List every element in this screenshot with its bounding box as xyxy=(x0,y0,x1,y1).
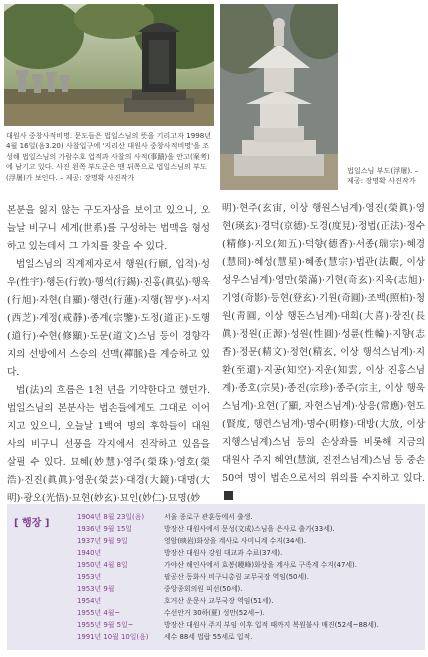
timeline-event: 중앙종회의원 피선(50세). xyxy=(164,585,243,593)
stele-photo-graphic xyxy=(4,4,214,126)
timeline-row xyxy=(0,632,428,643)
timeline-row xyxy=(0,596,428,607)
timeline-date: 1953년 xyxy=(77,573,102,581)
timeline-date: 1991년 10월 10일(음) xyxy=(77,633,149,641)
timeline-title: [ 행장 ] xyxy=(14,518,50,529)
timeline-row xyxy=(0,536,428,547)
timeline-row xyxy=(0,620,428,631)
timeline-date: 1953년 9월 xyxy=(77,585,115,593)
budo-photo xyxy=(220,4,338,190)
timeline-event: 방장산 대원사 강원 대교과 수료(37세). xyxy=(164,549,283,557)
timeline-row xyxy=(0,512,428,523)
timeline-event: 서울 종로구 관훈동에서 출생. xyxy=(164,513,253,521)
timeline-row xyxy=(0,524,428,535)
timeline-event: 가야산 해인사에서 효봉(曉峰)화상을 계사로 구족계 수지(47세). xyxy=(164,561,357,569)
timeline-date: 1955년 9월 5일~ xyxy=(77,621,134,629)
body-paragraph: 법(法)의 흐름은 1천 년을 기약한다고 했던가. 법일스님의 본분사는 법손들에게도 그대로 이어지고 있으니, 오늘날 1백여 명의 후학들이 대원사의 비구니 선풍을 각지에서 진작하고 있음을 살필 수 있다. 묘혜(妙慧)·영주(榮珠)·영호(榮浩)·진진(眞眞)·영운(榮芸)·대경(大鏡)·대명(大明)·광오(光悟)·묘현(妙玄)·묘인(妙仁)·묘명(妙 xyxy=(7,385,210,504)
timeline-date: 1936년 9월 15일 xyxy=(77,525,133,533)
body-paragraph-text: 明)·현주(玄宙, 이상 행원스님계)·영진(榮眞)·영현(瑛玄)·경덕(京德)·도경(度見)·정법(正法)·정수(精修)·지오(知五)·덕향(德香)·서종(瑞宗)·혜경(慧冏)·혜성(慧星)·혜종(慧宗)·법관(法觀, 이상 성우스님계)·영만(榮滿)·기현(奇玄)·지욱(志旭)·기영(奇影)·등현(登玄)·기원(奇圓)·조백(照柏)·청원(靑圓, 이상 행돈스님계)·대희(大喜)·장진(長眞)·정원(正源)·성원(性圓)·성륜(性輪)·지향(志香)·정문(精文)·정현(精玄, 이상 행석스님계)·지환(至還)·지공(知空)·지운(知雲, 이상 진홍스님계)·종호(宗昊)·종진(宗珍)·종주(宗主, 이상 행욱스님계)·요현(了顯, 자현스님계)·상응(常應)·현도(賢度, 행련스님계)·명수(明修)·대방(大放, 이상 지행스님계)스님 등의 손상좌를 비롯해 지금의 대원사 주지 혜연(慧演, 진전스님계)스님 등 중손 50여 명이 법손으로서의 위의를 수지하고 있다. xyxy=(222,203,425,484)
body-paragraph: 본분을 잃지 않는 구도자상을 보이고 있으니, 오늘날 비구니 세계(世系)를 구성하는 법맥을 형성하고 있는데서 그 가치를 찾을 수 있다. xyxy=(7,205,210,252)
timeline-event: 팔공산 동화사 비구니총림 교무국장 역임(50세). xyxy=(164,573,309,581)
timeline-date: 1937년 9월 9일 xyxy=(77,537,128,545)
body-left-column xyxy=(7,202,210,508)
budo-photo-graphic xyxy=(220,4,338,190)
stele-photo-caption: 대원사 중창사적비명. 문도들은 법일스님의 뜻을 기리고자 1998년 4월 16일(음3.20) 사찰입구에 '지리산 대원사 중창사적비명'을 조성해 법일스님의 가람수호 업적과 사찰의 사적(事蹟)을 안고(案考)에 남기고 있다. 사진 왼쪽 부도군은 맨 뒤쪽으로 법일스님의 부도(浮屠)가 보인다. – 제공: 장명확 사진작가 xyxy=(6,131,212,182)
stele-photo xyxy=(4,4,214,126)
timeline-row xyxy=(0,584,428,595)
timeline-row xyxy=(0,560,428,571)
timeline-date: 1950년 4월 8일 xyxy=(77,561,128,569)
timeline-date: 1955년 4월~ xyxy=(77,609,121,617)
timeline-event: 호거산 운문사 교무국장 역임(51세). xyxy=(164,597,274,605)
timeline-event: 방장산 대원사에서 문성(文成)스님을 은사로 출가(33세). xyxy=(164,525,335,533)
end-mark-icon xyxy=(224,491,233,500)
timeline-event: 방장산 대원사 주지 부임 이후 입적 때까지 복원불사 매진(52세~88세). xyxy=(164,621,379,629)
budo-photo-caption: 법일스님 부도(浮屠). – 제공: 장명확 사진작가 xyxy=(347,166,419,186)
timeline-event: 세수 88세 법랍 55세로 입적. xyxy=(164,633,253,641)
timeline-event: 수선안거 30하(夏) 성만(52세~). xyxy=(164,609,265,617)
body-right-column xyxy=(222,200,425,506)
timeline-row xyxy=(0,548,428,559)
timeline-date: 1904년 8월 23일(음) xyxy=(77,513,145,521)
body-paragraph: 법일스님의 직계제자로서 행원(行願, 입적)·성우(性宇)·행돈(行敦)·행석(行錫)·진홍(眞弘)·행욱(行旭)·자현(自顯)·행련(行蓮)·지행(智亨)·서지(西芝)·계정(戒靜)·종계(宗鑒)·도정(道正)·도행(道行)·수현(修顯)·도문(道文)스님 등이 경향각지의 선방에서 스승의 선맥(禪脈)을 계승하고 있다. xyxy=(7,259,210,378)
timeline-date: 1940년 xyxy=(77,549,102,557)
timeline-row xyxy=(0,608,428,619)
timeline-date: 1954년 xyxy=(77,597,102,605)
timeline-row xyxy=(0,572,428,583)
timeline-event: 영암(映岩)화상을 계사로 사미니계 수지(34세). xyxy=(164,537,306,545)
body-paragraph xyxy=(222,200,425,506)
